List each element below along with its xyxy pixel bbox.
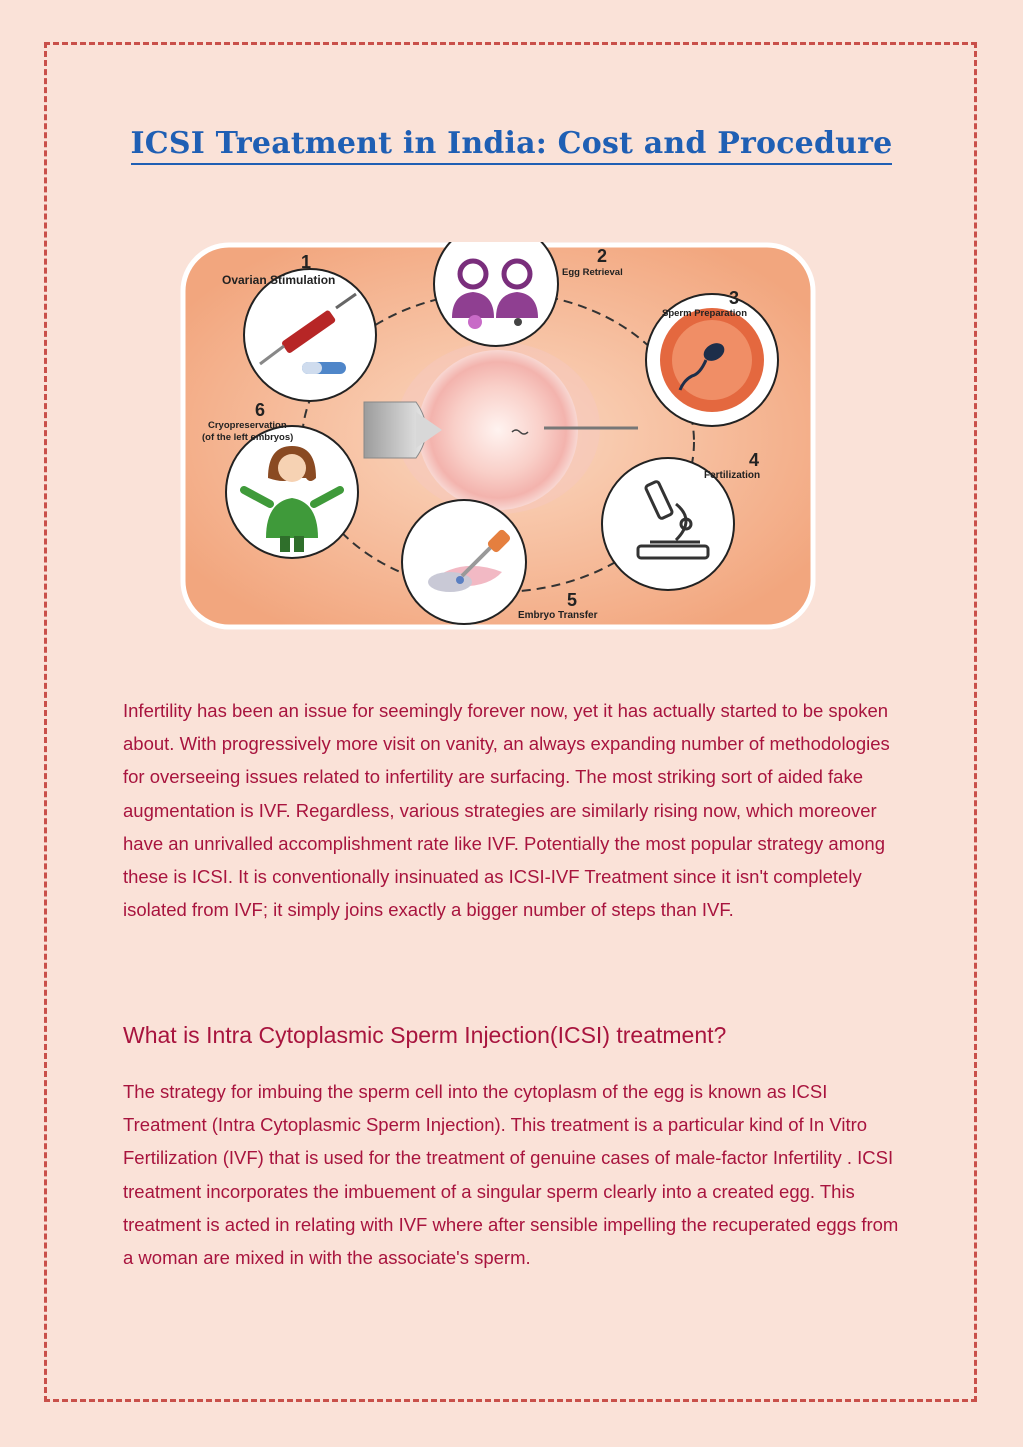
step-number-5: 5 <box>566 590 578 610</box>
document-title-text: ICSI Treatment in India: Cost and Procedure <box>131 126 893 165</box>
step-number-3: 3 <box>728 288 740 308</box>
step-number-2: 2 <box>596 246 608 266</box>
step-6-circle <box>226 426 358 558</box>
intro-paragraph: Infertility has been an issue for seemingly forever now, yet it has actually started to be spoken about. With progressively more visit on vanity, an always expanding number of methodologies for overseeing issues related to infertility are surfacing. The most striking sort of aided fake augmentation is IVF. Regardless, various strategies are similarly rising now, which moreover have an unrivalled accomplishment rate like IVF. Potentially the most popular strategy among these is ICSI. It is conventionally insinuated as ICSI-IVF Treatment since it isn't completely isolated from IVF; it simply joins exactly a bigger number of steps than IVF. <box>123 700 890 921</box>
step-number-1: 1 <box>300 252 312 272</box>
step-text-5: Embryo Transfer <box>518 610 598 621</box>
step-5-circle <box>402 500 526 624</box>
diagram-svg <box>180 242 816 630</box>
step-text-3: Sperm Preparation <box>662 308 747 319</box>
step-text-2: Egg Retrieval <box>562 267 623 278</box>
step-number-4: 4 <box>748 450 760 470</box>
step-text-1: Ovarian Stimulation <box>222 273 336 287</box>
step-text-6-sub: (of the left embryos) <box>202 432 294 443</box>
step-number-6: 6 <box>254 400 266 420</box>
step-text-6: Cryopreservation <box>208 420 287 431</box>
section-heading: What is Intra Cytoplasmic Sperm Injection(ICSI) treatment? <box>123 1022 727 1048</box>
document-title <box>0 124 1023 161</box>
icsi-procedure-diagram <box>180 242 816 630</box>
step-1-circle <box>244 269 376 401</box>
section-paragraph: The strategy for imbuing the sperm cell into the cytoplasm of the egg is known as ICSI Treatment (Intra Cytoplasmic Sperm Injection). This treatment is a particular kind of In Vitro Fertilization (IVF) that is used for the treatment of genuine cases of male-factor Infertility . ICSI treatment incorporates the imbuement of a singular sperm clearly into a created egg. This treatment is acted in relating with IVF where after sensible impelling the recuperated eggs from a woman are mixed in with the associate's sperm. <box>123 1081 899 1269</box>
step-text-4: Fertilization <box>704 470 761 481</box>
